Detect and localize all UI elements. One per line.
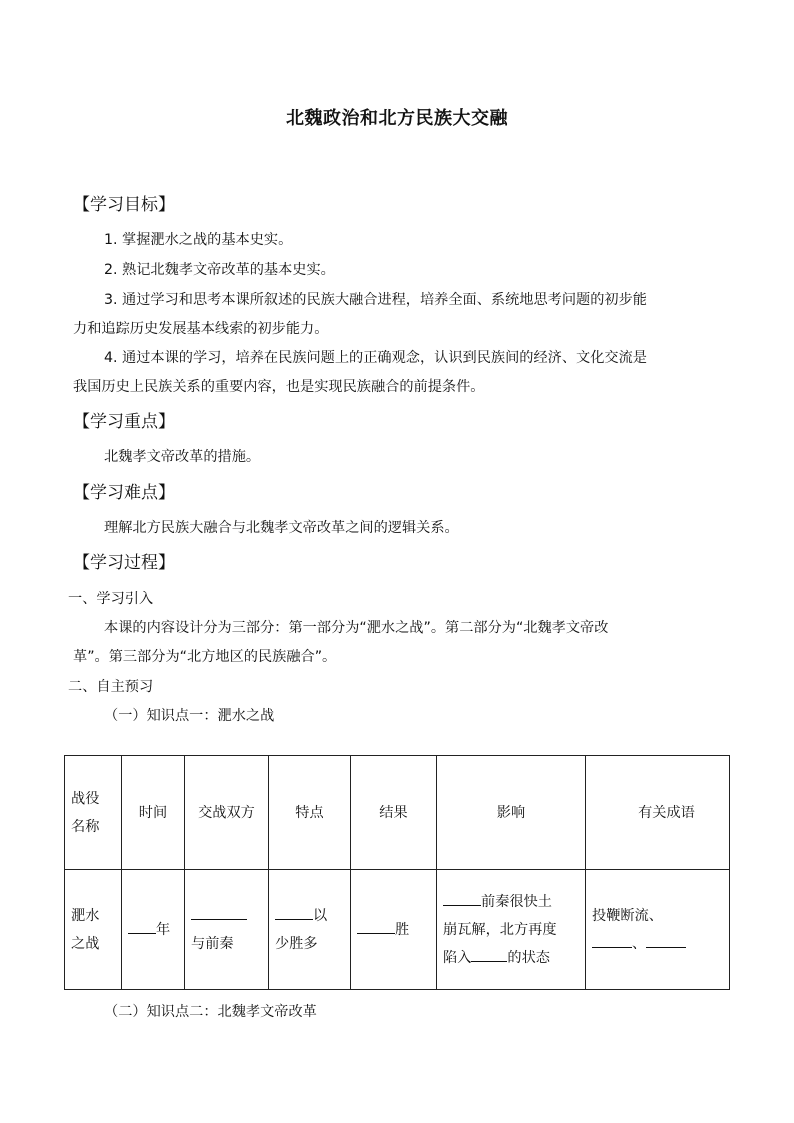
battle-table — [64, 755, 730, 990]
cell-time-suffix: 年 — [156, 921, 171, 938]
header-impact: 影响 — [437, 756, 586, 870]
cell-feature-suffix: 以 — [313, 907, 328, 924]
cell-idiom-a: 投鞭断流、 — [592, 907, 663, 924]
cell-impact-a: 前秦很快土 — [481, 893, 552, 910]
goal-1: 1. 掌握淝水之战的基本史实。 — [104, 232, 293, 248]
cell-idioms — [586, 870, 730, 990]
cell-sides — [185, 870, 269, 990]
difficulty-heading: 【学习难点】 — [73, 483, 175, 503]
knowledge-point-2: （二）知识点二：北魏孝文帝改革 — [104, 1004, 317, 1020]
cell-feature-line2: 少胜多 — [275, 935, 318, 952]
intro-text-1: 本课的内容设计分为三部分：第一部分为“淝水之战”。第二部分为“北魏孝文帝改 — [104, 620, 609, 636]
blank-impact-2[interactable] — [471, 947, 507, 962]
header-battle-name: 战役 名称 — [65, 756, 122, 870]
cell-idiom-sep: 、 — [632, 935, 647, 952]
cell-impact-c: 陷入 — [443, 949, 472, 966]
cell-sides-suffix: 与前秦 — [191, 935, 234, 952]
goals-heading: 【学习目标】 — [73, 195, 175, 215]
process-heading: 【学习过程】 — [73, 553, 175, 573]
difficulty-text: 理解北方民族大融合与北魏孝文帝改革之间的逻辑关系。 — [104, 520, 459, 536]
cell-battle-name: 淝水 之战 — [65, 870, 122, 990]
cell-feature — [269, 870, 351, 990]
goal-3-cont: 力和追踪历史发展基本线索的初步能力。 — [73, 321, 329, 337]
knowledge-point-1: （一）知识点一：淝水之战 — [104, 708, 275, 724]
header-time: 时间 — [122, 756, 185, 870]
header-idioms: 有关成语 — [586, 756, 730, 870]
header-sides: 交战双方 — [185, 756, 269, 870]
blank-idiom-1[interactable] — [592, 933, 632, 948]
goal-4-cont: 我国历史上民族关系的重要内容，也是实现民族融合的前提条件。 — [73, 379, 485, 395]
table-header-row — [65, 756, 730, 870]
cell-impact-d: 的状态 — [507, 949, 550, 966]
cell-impact — [437, 870, 586, 990]
blank-side[interactable] — [191, 905, 247, 920]
cell-result-suffix: 胜 — [395, 921, 410, 938]
header-feature: 特点 — [269, 756, 351, 870]
blank-impact-1[interactable] — [443, 891, 481, 906]
goal-3: 3. 通过学习和思考本课所叙述的民族大融合进程，培养全面、系统地思考问题的初步能 — [104, 292, 647, 308]
blank-idiom-2[interactable] — [646, 933, 686, 948]
table-row — [65, 870, 730, 990]
blank-feature[interactable] — [275, 905, 313, 920]
blank-year[interactable] — [128, 919, 156, 934]
cell-time — [122, 870, 185, 990]
intro-heading: 一、学习引入 — [68, 591, 154, 607]
header-result: 结果 — [351, 756, 437, 870]
key-point-heading: 【学习重点】 — [73, 412, 175, 432]
key-point-text: 北魏孝文帝改革的措施。 — [104, 449, 261, 465]
blank-winner[interactable] — [357, 919, 395, 934]
cell-impact-b: 崩瓦解，北方再度 — [443, 921, 557, 938]
cell-result — [351, 870, 437, 990]
intro-text-2: 革”。第三部分为“北方地区的民族融合”。 — [73, 649, 337, 665]
goal-2: 2. 熟记北魏孝文帝改革的基本史实。 — [104, 262, 335, 278]
document-title: 北魏政治和北方民族大交融 — [286, 108, 508, 129]
goal-4: 4. 通过本课的学习，培养在民族问题上的正确观念，认识到民族间的经济、文化交流是 — [104, 350, 647, 366]
preview-heading: 二、自主预习 — [68, 679, 154, 695]
